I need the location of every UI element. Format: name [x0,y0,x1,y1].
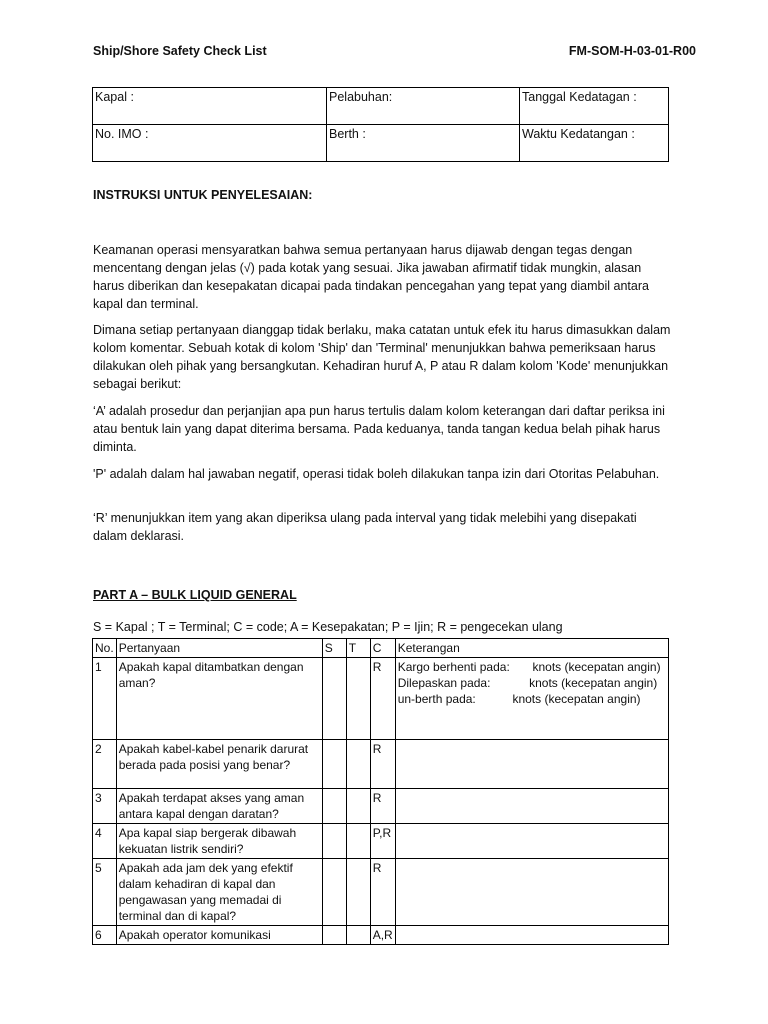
checklist-table [92,638,669,945]
remark-line [398,659,666,675]
instructions-title: INSTRUKSI UNTUK PENYELESAIAN: [93,188,313,202]
col-header-c: C [370,639,395,658]
col-header-question: Pertanyaan [116,639,322,658]
row-question: Apakah kabel-kabel penarik darurat berada pada posisi yang benar? [116,740,322,789]
terminal-check-cell[interactable] [346,740,370,789]
table-row [93,658,669,740]
field-berth[interactable]: Berth : [327,125,520,162]
remark-unit: knots (kecepatan angin) [532,660,661,674]
field-waktu-kedatangan[interactable]: Waktu Kedatangan : [520,125,669,162]
row-code: R [370,859,395,926]
row-remarks[interactable] [395,789,668,824]
row-remarks[interactable] [395,740,668,789]
info-row [93,125,669,162]
terminal-check-cell[interactable] [346,824,370,859]
instructions-paragraph-r: ‘R’ menunjukkan item yang akan diperiksa ulang pada interval yang tidak melebihi yang disepakati dalam deklarasi. [93,511,637,543]
vessel-info-table [92,87,669,162]
table-row [93,824,669,859]
instructions-paragraph-1: Keamanan operasi mensyaratkan bahwa semua pertanyaan harus dijawab dengan tegas dengan mencentang dengan jelas (√) pada kotak yang sesuai. Jika jawaban afirmatif tidak mungkin, alasan harus diberikan dan kesepakatan dicapai pada tindakan pencegahan yang tepat yang diambil antara kapal dan terminal. [93,243,649,311]
row-no: 4 [93,824,117,859]
ship-check-cell[interactable] [322,740,346,789]
row-remarks[interactable] [395,658,668,740]
table-row [93,926,669,945]
instructions-paragraph-2: Dimana setiap pertanyaan dianggap tidak berlaku, maka catatan untuk efek itu harus dimasukkan dalam kolom komentar. Sebuah kotak di kolom 'Ship' dan 'Terminal' menunjukkan bahwa pemeriksaan harus dilakukan oleh pihak yang bersangkutan. Kehadiran huruf A, P atau R dalam kolom 'Kode' menunjukkan sebagai berikut: [93,323,671,391]
ship-check-cell[interactable] [322,658,346,740]
remark-line [398,675,666,691]
remark-unit: knots (kecepatan angin) [512,692,641,706]
row-no: 1 [93,658,117,740]
ship-check-cell[interactable] [322,859,346,926]
instructions-paragraph-a: ‘A’ adalah prosedur dan perjanjian apa pun harus tertulis dalam kolom keterangan dari daftar periksa ini atau bentuk lain yang dapat diterima bersama. Pada keduanya, tanda tangan kedua belah pihak harus diminta. [93,404,665,454]
field-pelabuhan[interactable]: Pelabuhan: [327,88,520,125]
row-code: R [370,789,395,824]
table-row [93,859,669,926]
row-remarks[interactable] [395,859,668,926]
row-question: Apakah kapal ditambatkan dengan aman? [116,658,322,740]
instructions-paragraph-p: 'P' adalah dalam hal jawaban negatif, operasi tidak boleh dilakukan tanpa izin dari Otoritas Pelabuhan. [93,467,660,481]
ship-check-cell[interactable] [322,926,346,945]
col-header-s: S [322,639,346,658]
row-no: 6 [93,926,117,945]
part-a-title: PART A – BULK LIQUID GENERAL [93,588,297,602]
part-a-legend: S = Kapal ; T = Terminal; C = code; A = Kesepakatan; P = Ijin; R = pengecekan ulang [93,620,563,634]
terminal-check-cell[interactable] [346,926,370,945]
remark-label: Kargo berhenti pada: [397,660,510,674]
row-question: Apakah ada jam dek yang efektif dalam kehadiran di kapal dan pengawasan yang memadai di terminal dan di kapal? [116,859,322,926]
field-tanggal-kedatangan[interactable]: Tanggal Kedatagan : [520,88,669,125]
row-remarks[interactable] [395,824,668,859]
terminal-check-cell[interactable] [346,859,370,926]
row-question: Apakah terdapat akses yang aman antara kapal dengan daratan? [116,789,322,824]
checklist-header-row [93,639,669,658]
row-question: Apa kapal siap bergerak dibawah kekuatan listrik sendiri? [116,824,322,859]
ship-check-cell[interactable] [322,789,346,824]
row-question: Apakah operator komunikasi [116,926,322,945]
row-no: 5 [93,859,117,926]
remark-label: Dilepaskan pada: [397,676,491,690]
col-header-no: No. [93,639,117,658]
field-no-imo[interactable]: No. IMO : [93,125,327,162]
row-code: P,R [370,824,395,859]
row-code: R [370,740,395,789]
row-no: 3 [93,789,117,824]
remark-label: un-berth pada: [397,692,476,706]
ship-check-cell[interactable] [322,824,346,859]
col-header-remarks: Keterangan [395,639,668,658]
row-remarks[interactable] [395,926,668,945]
document-title: Ship/Shore Safety Check List [93,44,267,58]
remark-unit: knots (kecepatan angin) [529,676,658,690]
row-code: R [370,658,395,740]
remark-line [398,691,666,707]
field-kapal[interactable]: Kapal : [93,88,327,125]
terminal-check-cell[interactable] [346,658,370,740]
table-row [93,789,669,824]
row-no: 2 [93,740,117,789]
col-header-t: T [346,639,370,658]
terminal-check-cell[interactable] [346,789,370,824]
document-code: FM-SOM-H-03-01-R00 [568,44,696,58]
info-row [93,88,669,125]
table-row [93,740,669,789]
row-code: A,R [370,926,395,945]
